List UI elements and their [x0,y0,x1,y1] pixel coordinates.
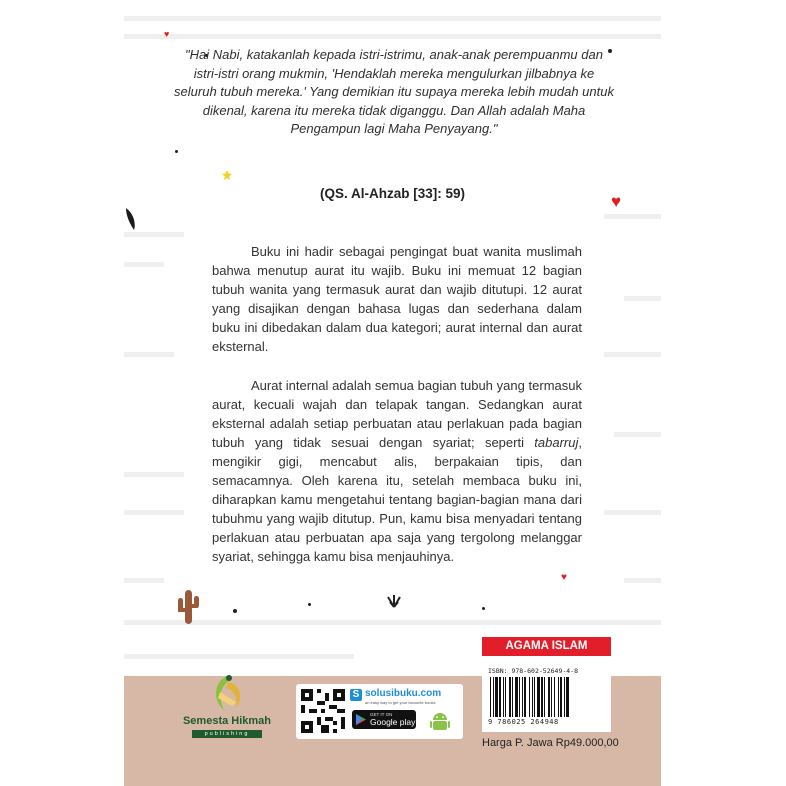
stripe [614,432,661,437]
barcode-number: 9 786025 264948 [488,718,559,726]
stripe [124,352,174,357]
stripe [124,232,184,237]
google-play-label: Google play [370,717,416,727]
category-label: AGAMA ISLAM [482,637,611,656]
stripe [124,620,661,625]
stripe [604,352,661,357]
stripe [124,654,354,659]
barcode-box [482,664,611,732]
barcode-icon [488,677,605,717]
price-text: Harga P. Jawa Rp49.000,00 [482,737,619,749]
blurb-italic-term: tabarruj [534,435,579,450]
stripe [604,510,661,515]
heart-icon: ♥ [561,572,567,583]
google-play-icon [355,714,366,725]
dot-decoration [175,150,178,153]
heart-icon: ♥ [611,192,622,211]
android-icon [430,711,450,733]
promo-box [296,684,463,739]
stripe [124,578,164,583]
qr-code-icon[interactable] [301,689,345,733]
plant-icon [386,594,402,608]
stripe [124,472,184,477]
stripe [604,214,661,219]
blurb-paragraph [212,376,582,566]
feather-icon [124,206,138,232]
solusibuku-tagline: an easy way to get your favourite books [365,700,436,705]
publisher-name: Semesta Hikmah [182,715,272,727]
publisher-tagline: publishing [192,730,262,738]
publisher-logo [172,672,282,747]
stripe [624,296,661,301]
publisher-emblem-icon [206,672,248,714]
stripe [124,262,164,267]
solusibuku-logo-icon: S [350,689,362,701]
google-play-badge[interactable] [352,710,416,729]
blurb-paragraph-text: Buku ini hadir sebagai pengingat buat wanita muslimah bahwa menutup aurat itu wajib. Buku ini memuat 12 bagian tubuh wanita yang termasuk aurat dan wajib ditutupi. 12 aurat yang disajikan dengan bahasa lugas dan sederhana dalam buku ini dibedakan dalam dua kategori; aurat internal dan aurat eksternal. [212,244,582,354]
quote-reference: (QS. Al-Ahzab [33]: 59) [319,186,465,201]
star-icon [222,170,232,180]
isbn-text: ISBN: 978-602-52649-4-8 [488,667,579,675]
dot-decoration [233,609,237,613]
google-play-small-text: GET IT ON [370,712,393,717]
heart-icon: ♥ [164,29,170,39]
solusibuku-site[interactable]: solusibuku.com [365,688,442,699]
stripe [124,34,661,39]
quote-text: "Hai Nabi, katakanlah kepada istri-istrimu, anak-anak perempuanmu dan istri-istri orang mukmin, 'Hendaklah mereka mengulurkan jilbabnya ke seluruh tubuh mereka.' Yang demikian itu supaya mereka lebih mudah untuk dikenal, karena itu mereka tidak diganggu. Dan Allah adalah Maha Pengampun lagi Maha Penyayang." [174,47,614,136]
blurb-paragraph [212,242,582,356]
blurb-paragraph-text: Aurat internal adalah semua bagian tubuh yang termasuk aurat, kecuali wajah dan telapak tangan. Sedangkan aurat eksternal adalah setiap perbuatan atau perlakuan pada bagian tubuh yang tidak sesuai dengan syariat; seperti [212,378,582,450]
dot-decoration [482,607,485,610]
stripe [124,16,661,21]
dot-decoration [308,603,311,606]
cactus-icon [176,586,200,626]
book-back-cover [124,0,661,786]
stripe [624,578,661,583]
stripe [124,510,184,515]
blurb-paragraph-text: , mengikir gigi, mencabut alis, berpakaian tipis, dan semacamnya. Oleh karena itu, setelah membaca buku ini, diharapkan kamu mengetahui tentang bagian-bagian mana dari tubuhmu yang wajib ditutup. Pun, kamu bisa menyadari tentang perlakuan atau perbuatan apa saja yang tergolong melanggar syariat, sehingga kamu bisa menjauhinya. [212,435,582,564]
